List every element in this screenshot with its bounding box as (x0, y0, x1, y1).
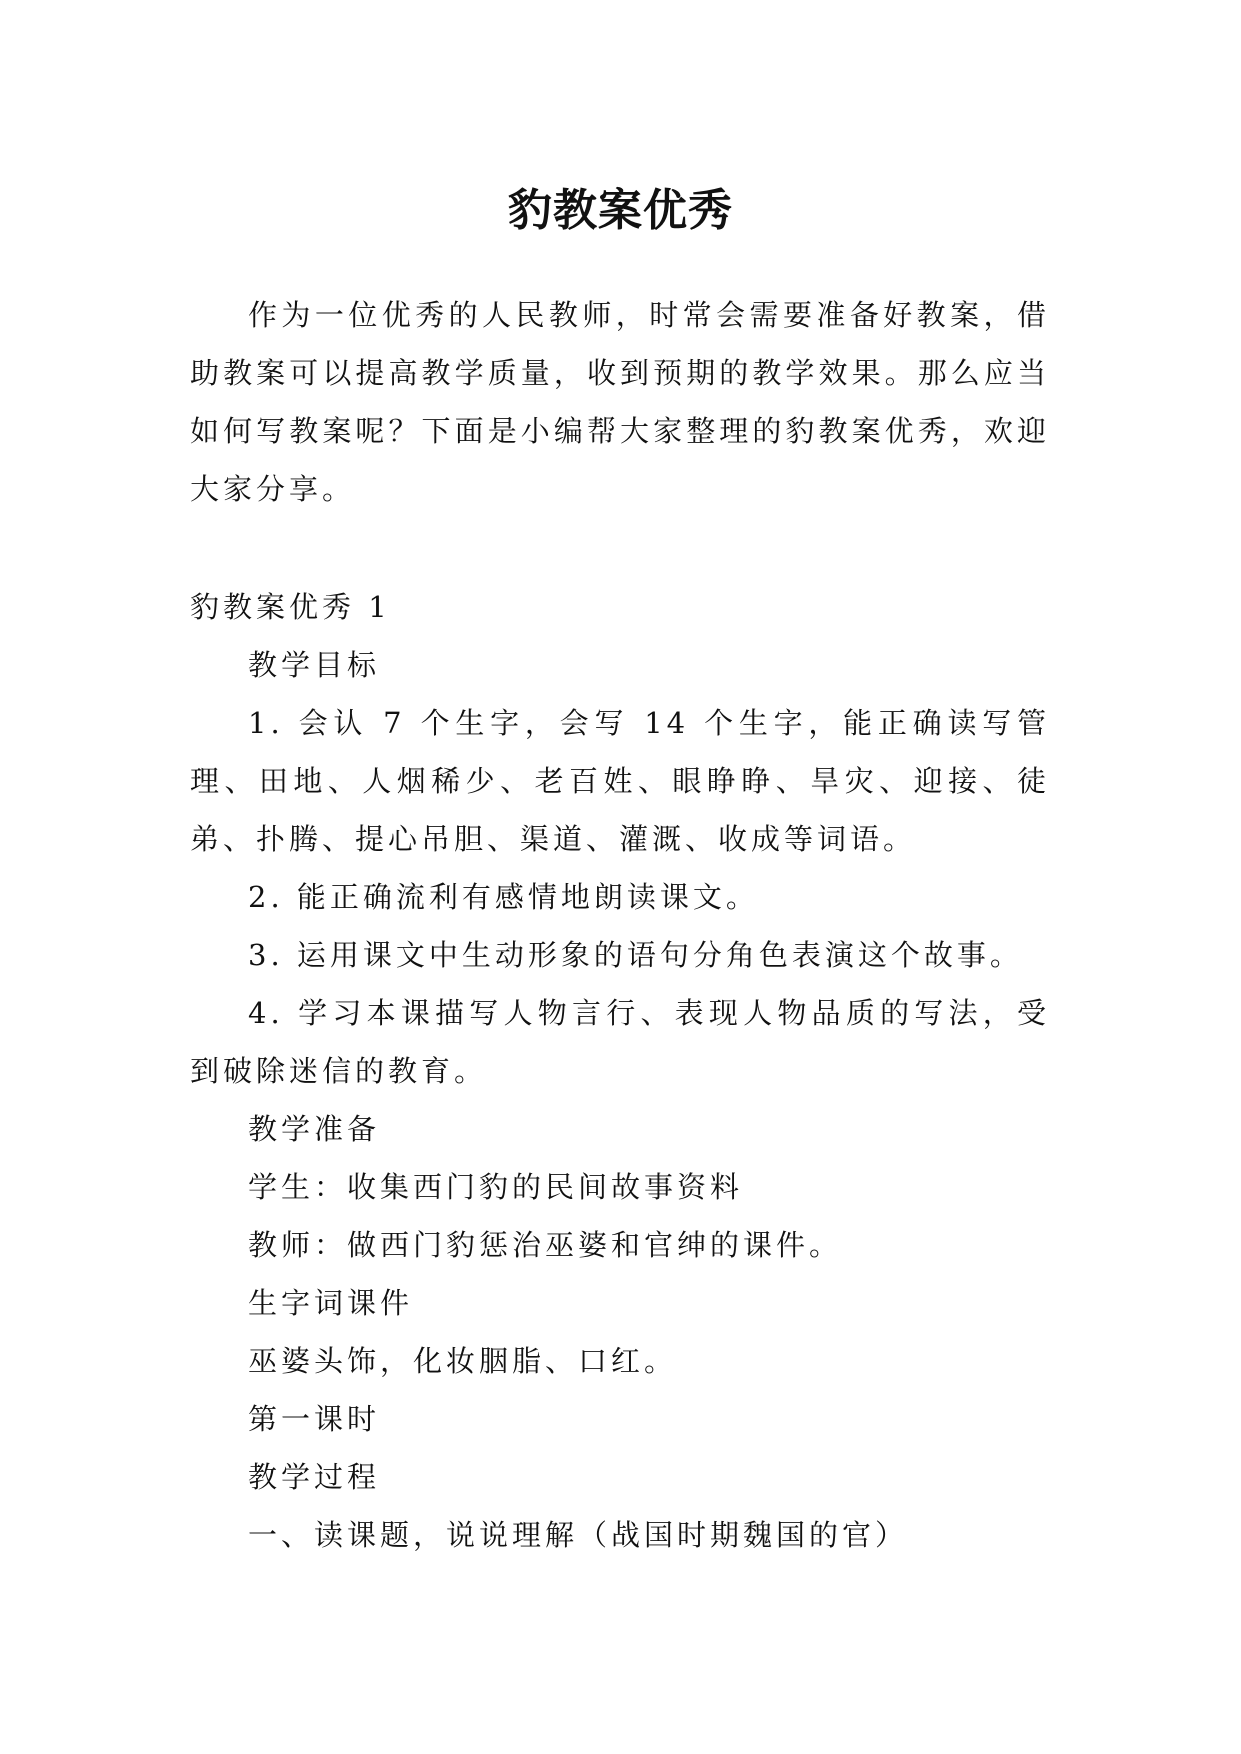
goal-item-3: 3. 运用课文中生动形象的语句分角色表演这个故事。 (248, 938, 1023, 972)
goal-item-2: 2. 能正确流利有感情地朗读课文。 (248, 880, 759, 914)
preparation-teacher: 教师：做西门豹惩治巫婆和官绅的课件。 (248, 1228, 843, 1262)
goal-item-4: 4. 学习本课描写人物言行、表现人物品质的写法，受到破除迷信的教育。 (190, 996, 1050, 1088)
heading-first-lesson: 第一课时 (248, 1402, 381, 1436)
intro-section (190, 286, 1050, 518)
preparation-props: 巫婆头饰，化妆胭脂、口红。 (248, 1344, 678, 1378)
process-step-1: 一、读课题，说说理解（战国时期魏国的官） (248, 1518, 909, 1552)
heading-teaching-process: 教学过程 (248, 1460, 381, 1494)
preparation-courseware: 生字词课件 (248, 1286, 414, 1320)
intro-paragraph: 作为一位优秀的人民教师，时常会需要准备好教案，借助教案可以提高教学质量，收到预期的教学效果。那么应当如何写教案呢？下面是小编帮大家整理的豹教案优秀，欢迎大家分享。 (190, 298, 1050, 506)
heading-teaching-preparation: 教学准备 (248, 1112, 381, 1146)
heading-teaching-goals: 教学目标 (248, 648, 381, 682)
goal-item-1: 1. 会认 7 个生字，会写 14 个生字，能正确读写管理、田地、人烟稀少、老百姓、眼睁睁、旱灾、迎接、徒弟、扑腾、提心吊胆、渠道、灌溉、收成等词语。 (190, 706, 1050, 856)
section-heading: 豹教案优秀 1 (190, 590, 391, 624)
document-title: 豹教案优秀 (508, 185, 733, 237)
preparation-students: 学生：收集西门豹的民间故事资料 (248, 1170, 744, 1204)
lesson-plan-section (190, 578, 1050, 1564)
